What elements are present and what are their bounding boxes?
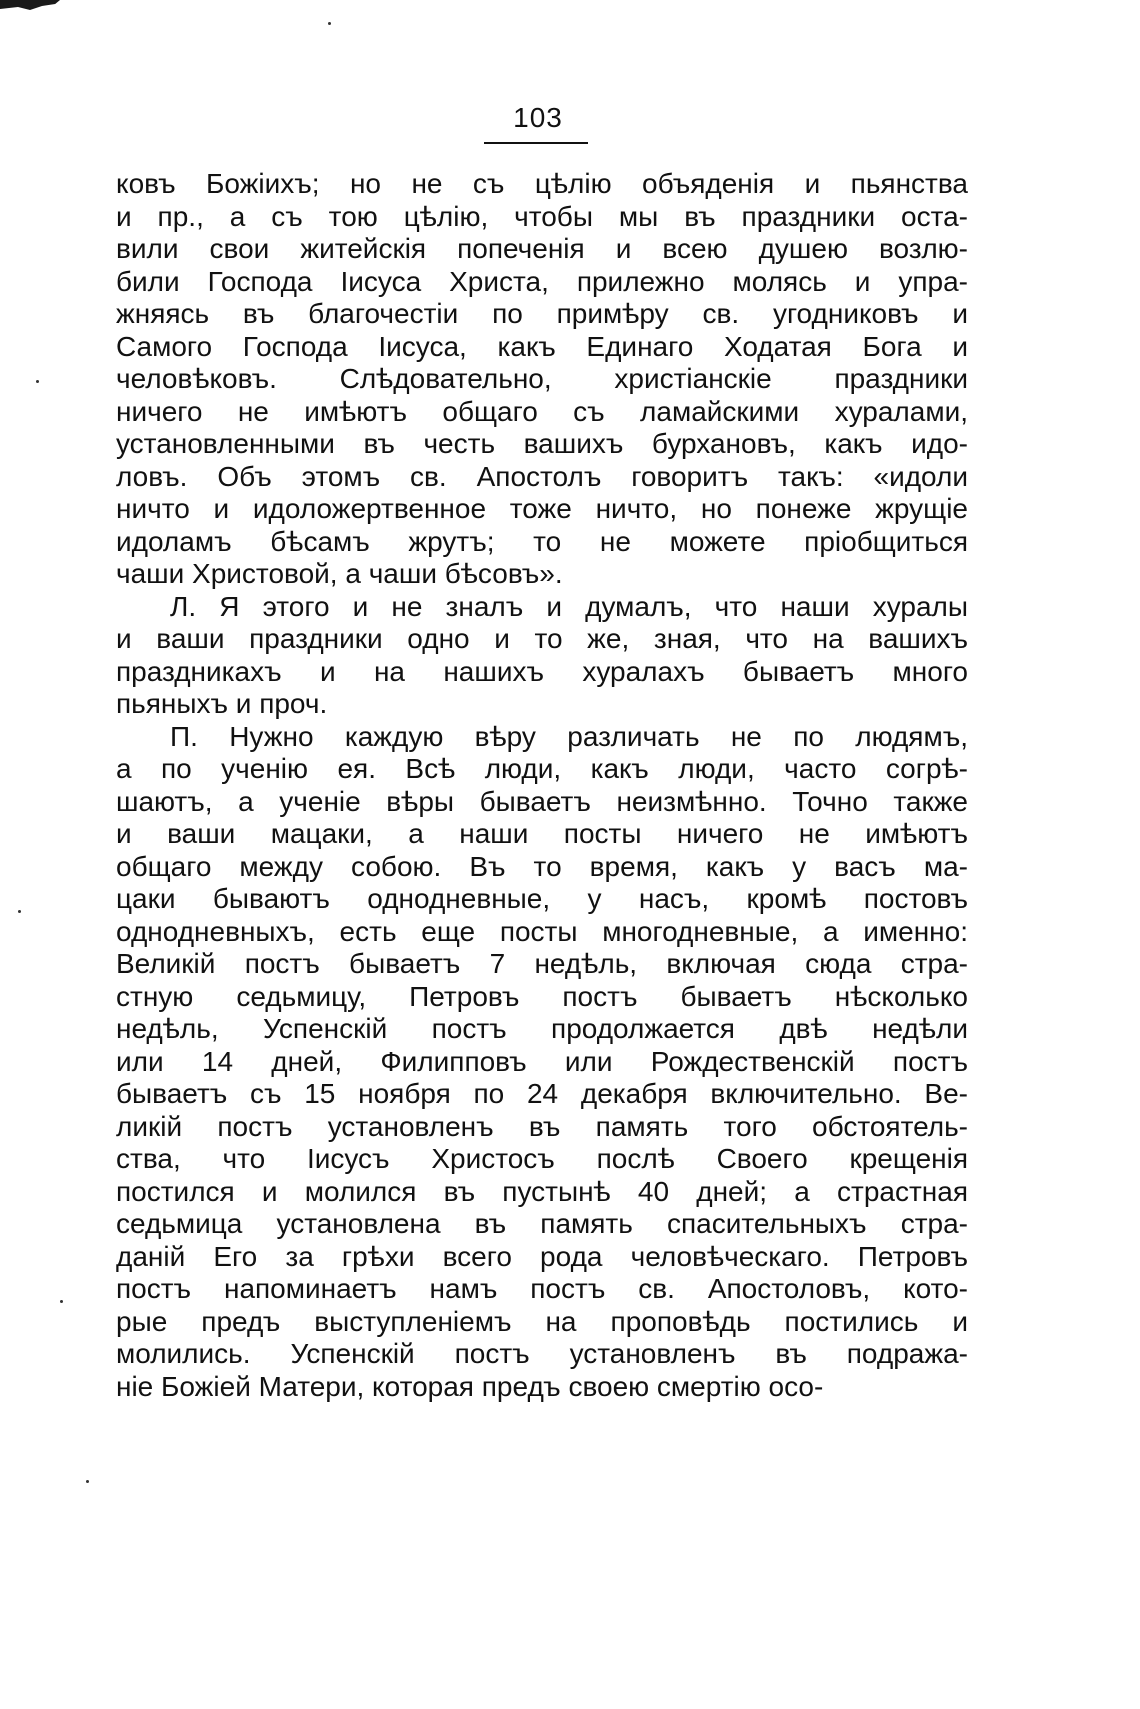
text-line: установленными въ честь вашихъ бурхановъ, какъ идо-: [116, 428, 968, 459]
text-line: Великій постъ бываетъ 7 недѣль, включая сюда стра-: [116, 948, 968, 979]
text-line: чаши Христовой, а чаши бѣсовъ».: [116, 558, 563, 589]
text-line: Л. Я этого и не зналъ и думалъ, что наши хуралы: [170, 590, 968, 622]
ink-speck: [328, 22, 331, 25]
text-line: бываетъ съ 15 ноября по 24 декабря включительно. Ве-: [116, 1078, 968, 1109]
text-line: жняясь въ благочестіи по примѣру св. угодниковъ и: [116, 298, 968, 329]
text-line: ковъ Божіихъ; но не съ цѣлію объяденія и пьянства: [116, 168, 968, 199]
ink-speck: [60, 1300, 63, 1303]
text-line: недѣль, Успенскій постъ продолжается двѣ недѣли: [116, 1013, 968, 1044]
text-line: праздникахъ и на нашихъ хуралахъ бываетъ много: [116, 655, 968, 687]
text-line: ничего не имѣютъ общаго съ ламайскими хуралами,: [116, 395, 968, 427]
text-line: шаютъ, а ученіе вѣры бываетъ неизмѣнно. Точно также: [116, 785, 968, 817]
page-number: 103: [513, 102, 563, 133]
text-line: постъ напоминаетъ намъ постъ св. Апостоловъ, кото-: [116, 1273, 968, 1304]
text-line: а по ученію ея. Всѣ люди, какъ люди, часто согрѣ-: [116, 753, 968, 784]
text-line: ловъ. Объ этомъ св. Апостолъ говоритъ такъ: «идоли: [116, 460, 968, 492]
text-line: и ваши мацаки, а наши посты ничего не имѣютъ: [116, 818, 968, 849]
text-line: или 14 дней, Филипповъ или Рождественскій постъ: [116, 1045, 968, 1077]
text-line: седьмица установлена въ память спасительныхъ стра-: [116, 1208, 968, 1239]
text-line: ства, что Іисусъ Христосъ послѣ Своего крещенія: [116, 1143, 968, 1174]
text-line: ніе Божіей Матери, которая предъ своею смертію осо-: [116, 1370, 824, 1402]
text-line: однодневныхъ, есть еще посты многодневные, а именно:: [116, 915, 968, 947]
text-line: П. Нужно каждую вѣру различать не по людямъ,: [170, 720, 968, 752]
text-line: пьяныхъ и проч.: [116, 688, 328, 719]
ink-speck: [36, 380, 39, 383]
text-line: и ваши праздники одно и то же, зная, что на вашихъ: [116, 623, 968, 654]
text-line: стную седьмицу, Петровъ постъ бываетъ нѣсколько: [116, 980, 968, 1012]
body-text: [116, 168, 968, 1403]
text-line: Самого Господа Іисуса, какъ Единаго Ходатая Бога и: [116, 330, 968, 362]
ink-speck: [86, 1480, 89, 1483]
text-line: постился и молился въ пустынѣ 40 дней; а страстная: [116, 1175, 968, 1207]
corner-ink-mark: [0, 0, 60, 10]
text-line: даній Его за грѣхи всего рода человѣческаго. Петровъ: [116, 1240, 968, 1272]
text-line: ликій постъ установленъ въ память того обстоятель-: [116, 1110, 968, 1142]
text-line: цаки бываютъ однодневные, у насъ, кромѣ постовъ: [116, 883, 968, 914]
text-line: ничто и идоложертвенное тоже ничто, но понеже жрущіе: [116, 493, 968, 524]
text-line: молились. Успенскій постъ установленъ въ подража-: [116, 1338, 968, 1369]
text-line: и пр., а съ тою цѣлію, чтобы мы въ праздники оста-: [116, 200, 968, 232]
text-line: били Господа Іисуса Христа, прилежно молясь и упра-: [116, 265, 968, 297]
page-number-underline: [484, 142, 588, 144]
ink-speck: [18, 910, 21, 913]
text-line: человѣковъ. Слѣдовательно, христіанскіе праздники: [116, 363, 968, 394]
text-line: вили свои житейскія попеченія и всею душею возлю-: [116, 233, 968, 264]
text-line: общаго между собою. Въ то время, какъ у васъ ма-: [116, 850, 968, 882]
text-line: рые предъ выступленіемъ на проповѣдь постились и: [116, 1305, 968, 1337]
text-line: идоламъ бѣсамъ жрутъ; то не можете пріобщиться: [116, 525, 968, 557]
